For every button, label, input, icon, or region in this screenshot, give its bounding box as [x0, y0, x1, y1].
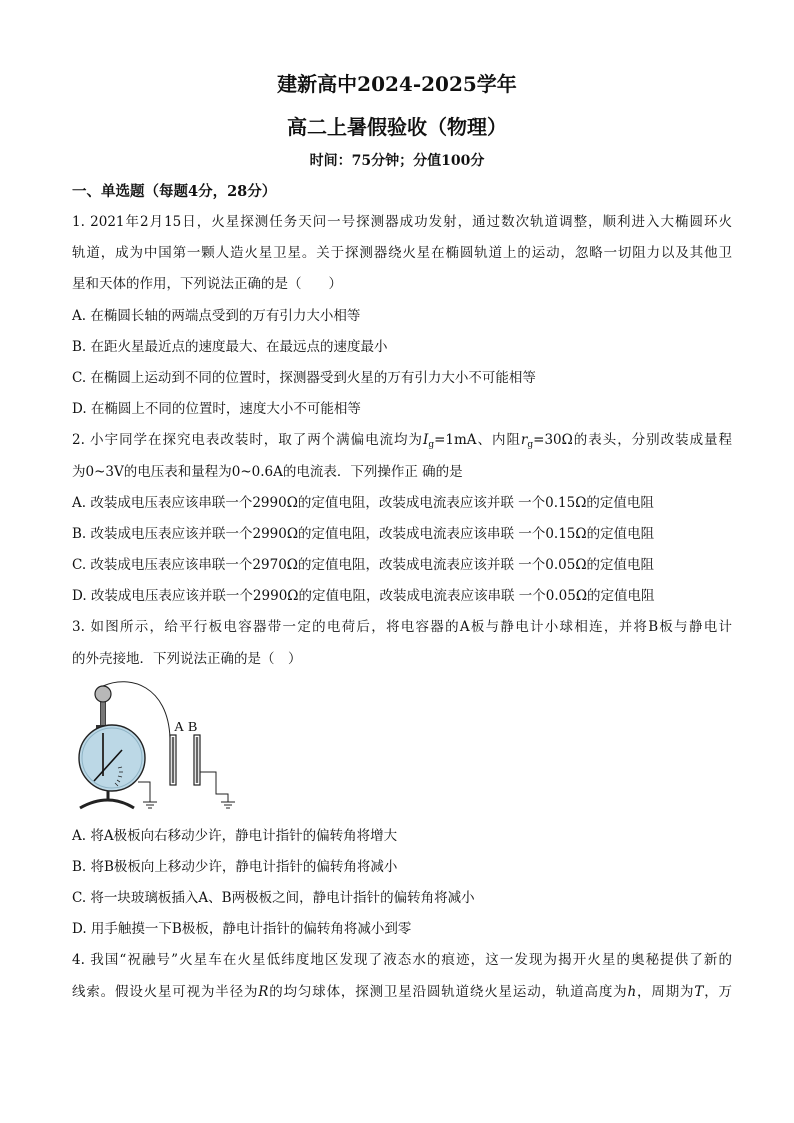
- q2-text-c: =30Ω的表头，分别改装成量程: [533, 432, 733, 448]
- q2-option-b: B. 改装成电压表应该并联一个2990Ω的定值电阻，改装成电流表应该串联 一个0.15Ω的定值电阻: [72, 526, 655, 542]
- electrometer-case: [79, 725, 145, 791]
- rg-subscript: g: [527, 440, 534, 450]
- exam-title: 高二上暑假验收（物理）: [287, 115, 507, 139]
- q1-line-3: 星和天体的作用，下列说法正确的是（ ）: [72, 276, 342, 292]
- q2-line-1: [72, 430, 732, 455]
- plate-b-ground-icon: [221, 802, 235, 808]
- q4-text-d: ，万: [703, 984, 733, 1000]
- q2-option-d: D. 改装成电压表应该并联一个2990Ω的定值电阻，改装成电流表应该串联 一个0.05Ω的定值电阻: [72, 588, 655, 604]
- q4-text-c: ，周期为: [636, 984, 695, 1000]
- q3-line-2: 的外壳接地．下列说法正确的是（ ）: [72, 651, 302, 667]
- plate-b-label: B: [188, 720, 198, 735]
- q1-option-c: C. 在椭圆上运动到不同的位置时，探测器受到火星的万有引力大小不可能相等: [72, 370, 536, 386]
- q2-text-a: 2. 小宇同学在探究电表改装时，取了两个满偏电流均为: [72, 432, 423, 448]
- plate-b-ground-wire: [200, 772, 228, 802]
- electrometer-ball: [95, 686, 111, 702]
- q2-line-2: 为0~3V的电压表和量程为0~0.6A的电流表．下列操作正 确的是: [72, 464, 463, 480]
- q3-line-1: 3. 如图所示，给平行板电容器带一定的电荷后，将电容器的A板与静电计小球相连，并将B板与静电计: [72, 619, 732, 635]
- q3-option-d: D. 用手触摸一下B极板，静电计指针的偏转角将减小到零: [72, 921, 412, 937]
- q1-option-a: A. 在椭圆长轴的两端点受到的万有引力大小相等: [72, 308, 361, 324]
- q1-line-1: 1. 2021年2月15日，火星探测任务天问一号探测器成功发射，通过数次轨道调整，顺利进入大椭圆环火: [72, 214, 732, 230]
- radius-symbol: R: [258, 984, 269, 1000]
- height-symbol: h: [627, 984, 637, 1000]
- electrometer-capacitor-figure: [70, 680, 250, 815]
- q4-text-b: 的均匀球体，探测卫星沿圆轨道绕火星运动，轨道高度为: [268, 984, 628, 1000]
- q1-line-2: 轨道，成为中国第一颗人造火星卫星。关于探测器绕火星在椭圆轨道上的运动，忽略一切阻力以及其他卫: [72, 245, 732, 261]
- q3-option-a: A. 将A极板向右移动少许，静电计指针的偏转角将增大: [72, 828, 398, 844]
- q1-option-d: D. 在椭圆上不同的位置时，速度大小不可能相等: [72, 401, 361, 417]
- q1-option-b: B. 在距火星最近点的速度最大、在最远点的速度最小: [72, 339, 388, 355]
- section-title: 一、单选题（每题4分，28分）: [72, 183, 277, 200]
- exam-info: 时间：75分钟；分值100分: [309, 153, 485, 169]
- q3-option-b: B. 将B极板向上移动少许，静电计指针的偏转角将减小: [72, 859, 398, 875]
- q2-option-a: A. 改装成电压表应该串联一个2990Ω的定值电阻，改装成电流表应该并联 一个0.15Ω的定值电阻: [72, 495, 654, 511]
- q2-option-c: C. 改装成电压表应该串联一个2970Ω的定值电阻，改装成电流表应该并联 一个0.05Ω的定值电阻: [72, 557, 655, 573]
- ig-symbol: I: [422, 432, 429, 448]
- ig-subscript: g: [428, 440, 435, 450]
- q4-line-2: [72, 982, 732, 1002]
- q3-option-c: C. 将一块玻璃板插入A、B两极板之间，静电计指针的偏转角将减小: [72, 890, 475, 906]
- case-ground-icon: [143, 802, 157, 808]
- stand-base: [80, 800, 134, 808]
- school-title: 建新高中2024-2025学年: [277, 72, 517, 96]
- plate-a-core: [172, 737, 174, 783]
- period-symbol: T: [694, 984, 704, 1000]
- plate-b-core: [196, 737, 198, 783]
- plate-a-label: A: [174, 720, 185, 735]
- rg-symbol: r: [520, 432, 528, 448]
- q2-text-b: =1mA、内阻: [434, 432, 521, 448]
- case-ground-wire: [138, 782, 150, 802]
- q4-text-a: 线索。假设火星可视为半径为: [72, 984, 259, 1000]
- q4-line-1: 4. 我国“祝融号”火星车在火星低纬度地区发现了液态水的痕迹，这一发现为揭开火星的奥秘提供了新的: [72, 952, 732, 968]
